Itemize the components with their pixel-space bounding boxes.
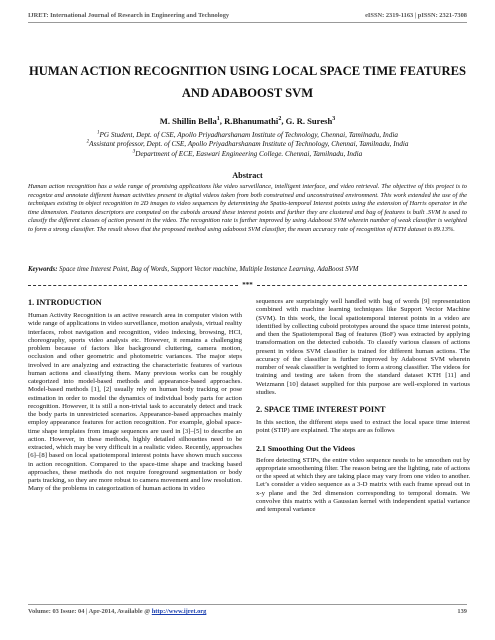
divider-stars: ***	[242, 281, 253, 289]
footer-volume: Volume: 03 Issue: 04 | Apr-2014, Available @ http://www.ijret.org	[28, 608, 207, 615]
paper-title: HUMAN ACTION RECOGNITION USING LOCAL SPACE TIME FEATURES AND ADABOOST SVM	[29, 64, 466, 100]
page-footer	[28, 604, 467, 615]
right-column	[256, 298, 470, 522]
page-number: 139	[457, 608, 467, 615]
subsection-heading-smoothing: 2.1 Smoothing Out the Videos	[256, 443, 355, 453]
keywords-label: Keywords:	[28, 266, 58, 273]
author: R.Bhanumathi$^2$,	[224, 116, 286, 126]
section-divider	[28, 281, 467, 289]
journal-header	[28, 12, 467, 23]
section-heading-introduction: 1. INTRODUCTION	[28, 298, 102, 307]
author: G. R. Suresh$^3$	[285, 116, 336, 126]
introduction-continued-paragraph: sequences are surprisingly well handled with bag of words [9] representation combined with machine learning techniques like Support Vector Machine (SVM). In this work, the local spatiotemporal interest points in a video are identified by collecting cuboid prototypes around the space time interest points, and then the Spatiotemporal Bag of features (BoF) was extracted by applying transformation on the detected cuboids. To classify various classes of actions present in videos SVM classifier is trained for different human actions. The accuracy of the classifier is further improved by Adaboost SVM wherein number of weak classifier is weighted to form a strong classifier. The videos for training and testing are taken from the standard dataset KTH [11] and Weizmann [10] dataset supplied for this purpose are well-explored in various studies.	[256, 298, 470, 396]
journal-url-link[interactable]: http://www.ijret.org	[151, 608, 207, 615]
section-heading-stip: 2. SPACE TIME INTEREST POINT	[256, 405, 386, 414]
introduction-paragraph: Human Activity Recognition is an active research area in computer vision with wide range of applications in video surveillance, motion analysis, virtual reality interfaces, robot navigation and recognition, video indexing, browsing, HCI, choreography, sports video analysis etc. However, it remains a challenging problem because of factors like background cluttering, camera motion, occlusion and other geometric and photometric variances. The major steps involved in are analyzing and extracting the characteristic features of various human actions and classifying them. Many previous works can be roughly categorized into model-based methods and appearance-based approaches. Model-based methods [1], [2] usually rely on human body tracking or pose estimation in order to model the dynamics of individual body parts for action recognition. However, it is still a non-trivial task to accurately detect and track the body parts in unrestricted scenarios. Appearance-based approaches mainly employ appearance features for action recognition. For example, global space-time shape templates from image sequences are used in [3]–[5] to describe an action. However, in these methods, highly detailed silhouettes need to be extracted, which may be very difficult in a realistic video. Recently, approaches [6]–[8] based on local spatiotemporal interest points have shown much success in action recognition. Compared to the space-time shape and tracking based approaches, these methods do not require foreground segmentation or body parts tracking, so they are more robust to camera movement and low resolution. Many of the problems in categorization of human actions in video	[28, 312, 242, 493]
author: M. Shillin Bella$^1$,	[159, 116, 225, 126]
keywords-text: Space time Interest Point, Bag of Words, Support Vector machine, Multiple Instance Learning, AdaBoost SVM	[57, 266, 359, 273]
stip-paragraph: In this section, the different steps used to extract the local space time interest point (STIP) are explained. The steps are as follows	[256, 419, 470, 435]
journal-issn: eISSN: 2319-1163 | pISSN: 2321-7308	[365, 12, 467, 19]
left-column	[28, 298, 242, 502]
affiliation-list	[28, 131, 467, 159]
keywords	[28, 265, 467, 274]
smoothing-paragraph: Before detecting STIPs, the entire video sequence needs to be smoothen out by appropriate smoothening filter. The reason being are the lighting, rate of actions or the speed at which they are taking place may vary from one video to another. Let’s consider a video sequence as a 3-D matrix with each frame spread out in x-y plane and the 3rd dimension corresponding to temporal domain. We convolve this matrix with a Gaussian kernel with independent spatial variance and temporal variance	[256, 456, 470, 513]
affiliation: $^2$Assistant professor, Dept. of CSE, Apollo Priyadharshanam Institute of Technology, Chennai, Tamilnadu, India	[86, 140, 409, 149]
affiliation: $^1$PG Student, Dept. of CSE, Apollo Priyadharshanam Institute of Technology, Chennai, Tamilnadu, India	[97, 130, 398, 139]
journal-name: IJRET: International Journal of Research in Engineering and Technology	[28, 12, 230, 19]
affiliation: $^3$Department of ECE, Easwari Engineering College. Chennai, Tamilnadu, India	[132, 149, 363, 158]
abstract-heading: Abstract	[232, 171, 263, 180]
abstract-text: Human action recognition has a wide range of promising applications like video surveillance, intelligent interface, and video retrieval. The objective of this project is to recognize and annotate different human activities present in digital videos taken from both constrained and unconstrained environment. This work extended the use of the techniques existing in object recognition in 2D images to video sequences by determining the Spatio-temporal Interest points using the extension of Harris operator in the time dimension. Features descriptors are computed on the cuboids around these interest points and further they are clustered and bag of features is built .SVM is used to classify the different classes of action present in the video. The recognition rate is further improved by using Adaboost SVM wherein number of weak classifier is weighted to form a strong classifier. The result shows that the proposed method using adaboost SVM classifier, the mean accuracy rate of recognition of KTH dataset is 89.13%.	[28, 183, 467, 233]
author-list	[28, 116, 467, 126]
